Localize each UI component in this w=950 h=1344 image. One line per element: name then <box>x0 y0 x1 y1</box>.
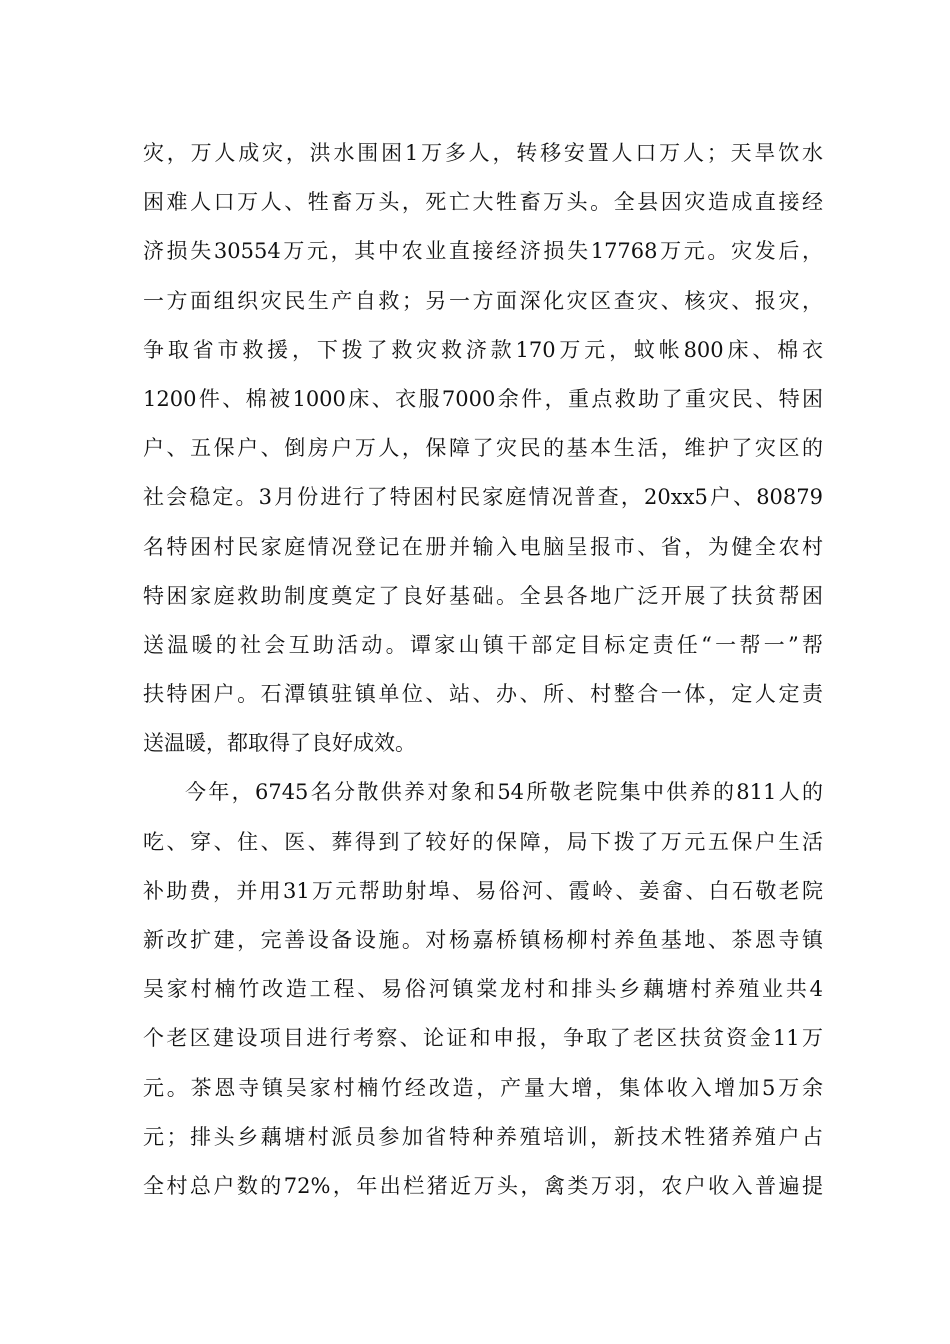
text-line: 灾，万人成灾，洪水围困1万多人，转移安置人口万人；天旱饮水 <box>143 141 823 165</box>
text-line: 困难人口万人、牲畜万头，死亡大牲畜万头。全县因灾造成直接经 <box>143 190 823 215</box>
text-line: 补助费，并用31万元帮助射埠、易俗河、霞岭、姜畲、白石敬老院 <box>143 878 823 903</box>
text-line: 吃、穿、住、医、葬得到了较好的保障，局下拨了万元五保户生活 <box>143 829 823 854</box>
text-line: 吴家村楠竹改造工程、易俗河镇棠龙村和排头乡藕塘村养殖业共4 <box>143 977 823 1002</box>
text-line: 个老区建设项目进行考察、论证和申报，争取了老区扶贫资金11万 <box>143 1026 823 1051</box>
text-line: 送温暖，都取得了良好成效。 <box>143 731 416 756</box>
text-line: 特困家庭救助制度奠定了良好基础。全县各地广泛开展了扶贫帮困 <box>143 583 823 608</box>
text-line: 1200件、棉被1000床、衣服7000余件，重点救助了重灾民、特困 <box>143 386 823 411</box>
text-line: 济损失30554万元，其中农业直接经济损失17768万元。灾发后， <box>143 239 823 264</box>
text-line: 名特困村民家庭情况登记在册并输入电脑呈报市、省，为健全农村 <box>143 534 823 559</box>
text-line: 扶特困户。石潭镇驻镇单位、站、办、所、村整合一体，定人定责 <box>143 682 823 707</box>
text-line: 送温暖的社会互助活动。谭家山镇干部定目标定责任“一帮一”帮 <box>143 632 823 657</box>
paragraph <box>143 768 823 1211</box>
document-body <box>143 129 823 1211</box>
text-line: 新改扩建，完善设备设施。对杨嘉桥镇杨柳村养鱼基地、茶恩寺镇 <box>143 928 823 952</box>
text-line: 争取省市救援，下拨了救灾救济款170万元，蚊帐800床、棉衣 <box>143 337 823 362</box>
paragraph <box>143 129 823 768</box>
text-line: 全村总户数的72%，年出栏猪近万头，禽类万羽，农户收入普遍提 <box>143 1173 823 1198</box>
text-line: 社会稳定。3月份进行了特困村民家庭情况普查，20xx5户、80879 <box>143 485 823 510</box>
text-line: 户、五保户、倒房户万人，保障了灾民的基本生活，维护了灾区的 <box>143 436 823 461</box>
text-line: 一方面组织灾民生产自救；另一方面深化灾区查灾、核灾、报灾， <box>143 288 823 313</box>
text-line: 元。茶恩寺镇吴家村楠竹经改造，产量大增，集体收入增加5万余 <box>143 1075 823 1100</box>
text-line: 元；排头乡藕塘村派员参加省特种养殖培训，新技术牲猪养殖户占 <box>143 1124 823 1149</box>
text-line: 今年，6745名分散供养对象和54所敬老院集中供养的811人的 <box>185 780 823 805</box>
